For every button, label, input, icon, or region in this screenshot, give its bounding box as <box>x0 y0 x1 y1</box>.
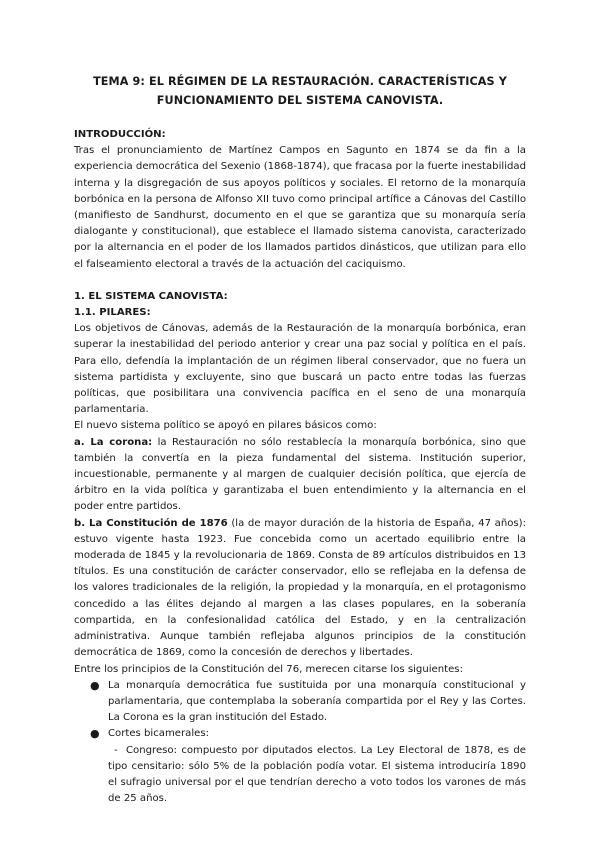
list-item-text: La monarquía democrática fue sustituida por una monarquía constitucional y parlamentaria, que contemplaba la soberanía compartida por el Rey y las Cortes. La Corona es la gran institución del Estado. <box>108 679 526 724</box>
list-item <box>74 678 526 727</box>
bullet-icon: ● <box>90 727 100 741</box>
intro-heading: INTRODUCCIÓN: <box>74 129 166 140</box>
pilares-paragraph-2: El nuevo sistema político se apoyó en pilares básicos como: <box>74 420 377 432</box>
corona-label: a. La corona: <box>74 436 153 448</box>
document-body <box>74 127 526 807</box>
corona-paragraph <box>74 435 526 516</box>
pilares-paragraph-1: Los objetivos de Cánovas, además de la Restauración de la monarquía borbónica, eran superar la inestabilidad del periodo anterior y crear una paz social y política en el país. Para ello, defendía la implantación de un régimen liberal conservador, que no fuera un sistema partidista y excluyente, sino que buscará un pacto entre todas las fuerzas políticas, que posibilitara una convivencia pacífica en el seno de una monarquía parlamentaria. <box>74 323 526 416</box>
subsection-heading: 1.1. PILARES: <box>74 307 151 319</box>
corona-text: la Restauración no sólo restablecía la monarquía borbónica, sino que también la convertía en la pieza fundamental del sistema. Institución superior, incuestionable, permanente y al margen de cualquier decisión política, que ejercía de árbitro en la vida política y garantizaba el buen entendimiento y la alternancia en el poder entre partidos. <box>74 436 527 513</box>
title-line-1: TEMA 9: EL RÉGIMEN DE LA RESTAURACIÓN. CARACTERÍSTICAS Y <box>93 75 507 88</box>
page-title <box>60 72 540 110</box>
spacer <box>74 273 526 289</box>
bullet-icon: ● <box>90 678 100 692</box>
section-heading: 1. EL SISTEMA CANOVISTA: <box>74 290 228 302</box>
principios-paragraph: Entre los principios de la Constitución del 76, merecen citarse los siguientes: <box>74 663 463 675</box>
constitucion-label: b. La Constitución de 1876 <box>74 517 228 529</box>
list-item-text: Cortes bicamerales: <box>108 728 210 740</box>
intro-paragraph: Tras el pronunciamiento de Martínez Campos en Sagunto en 1874 se da fin a la experiencia democrática del Sexenio (1868-1874), que fracasa por la fuerte inestabilidad interna y la disgregación de sus apoyos políticos y sociales. El retorno de la monarquía borbónica en la persona de Alfonso XII tuvo como principal artífice a Cánovas del Castillo (manifiesto de Sandhurst, documento en el que se garantiza que su monarquía sería dialogante y constitucional), que establece el llamado sistema canovista, caracterizado por la alternancia en el poder de los llamados partidos dinásticos, que utilizan para ello el falseamiento electoral a través de la actuación del caciquismo. <box>74 145 526 270</box>
constitucion-text: (la de mayor duración de la historia de España, 47 años): estuvo vigente hasta 1923. Fue concebida como un acertado equilibrio entre la moderada de 1845 y la revolucionaria de 1869. Consta de 89 artículos distribuidos en 13 títulos. Es una constitución de carácter conservador, ello se reflejaba en la defensa de los valores tradicionales de la religión, la propiedad y la monarquía, en el protagonismo concedido a las élites dejando al margen a las clases populares, en la soberanía compartida, en la confesionalidad católica del Estado, y en la centralización administrativa. Aunque también reflejaba algunos principios de la constitución democrática de 1869, como la concesión de derechos y libertades. <box>74 517 526 659</box>
principios-list <box>74 678 526 743</box>
dash-marker: - <box>114 744 118 756</box>
constitucion-paragraph <box>74 516 526 662</box>
sub-list-item <box>74 743 526 808</box>
congreso-text: Congreso: compuesto por diputados electos. La Ley Electoral de 1878, es de tipo censitario: sólo 5% de la población podía votar. El sistema introduciría 1890 el sufragio universal por el que tendrían derecho a voto todos los varones de más de 25 años. <box>108 744 526 805</box>
list-item <box>74 726 526 742</box>
title-line-2: FUNCIONAMIENTO DEL SISTEMA CANOVISTA. <box>156 94 444 107</box>
